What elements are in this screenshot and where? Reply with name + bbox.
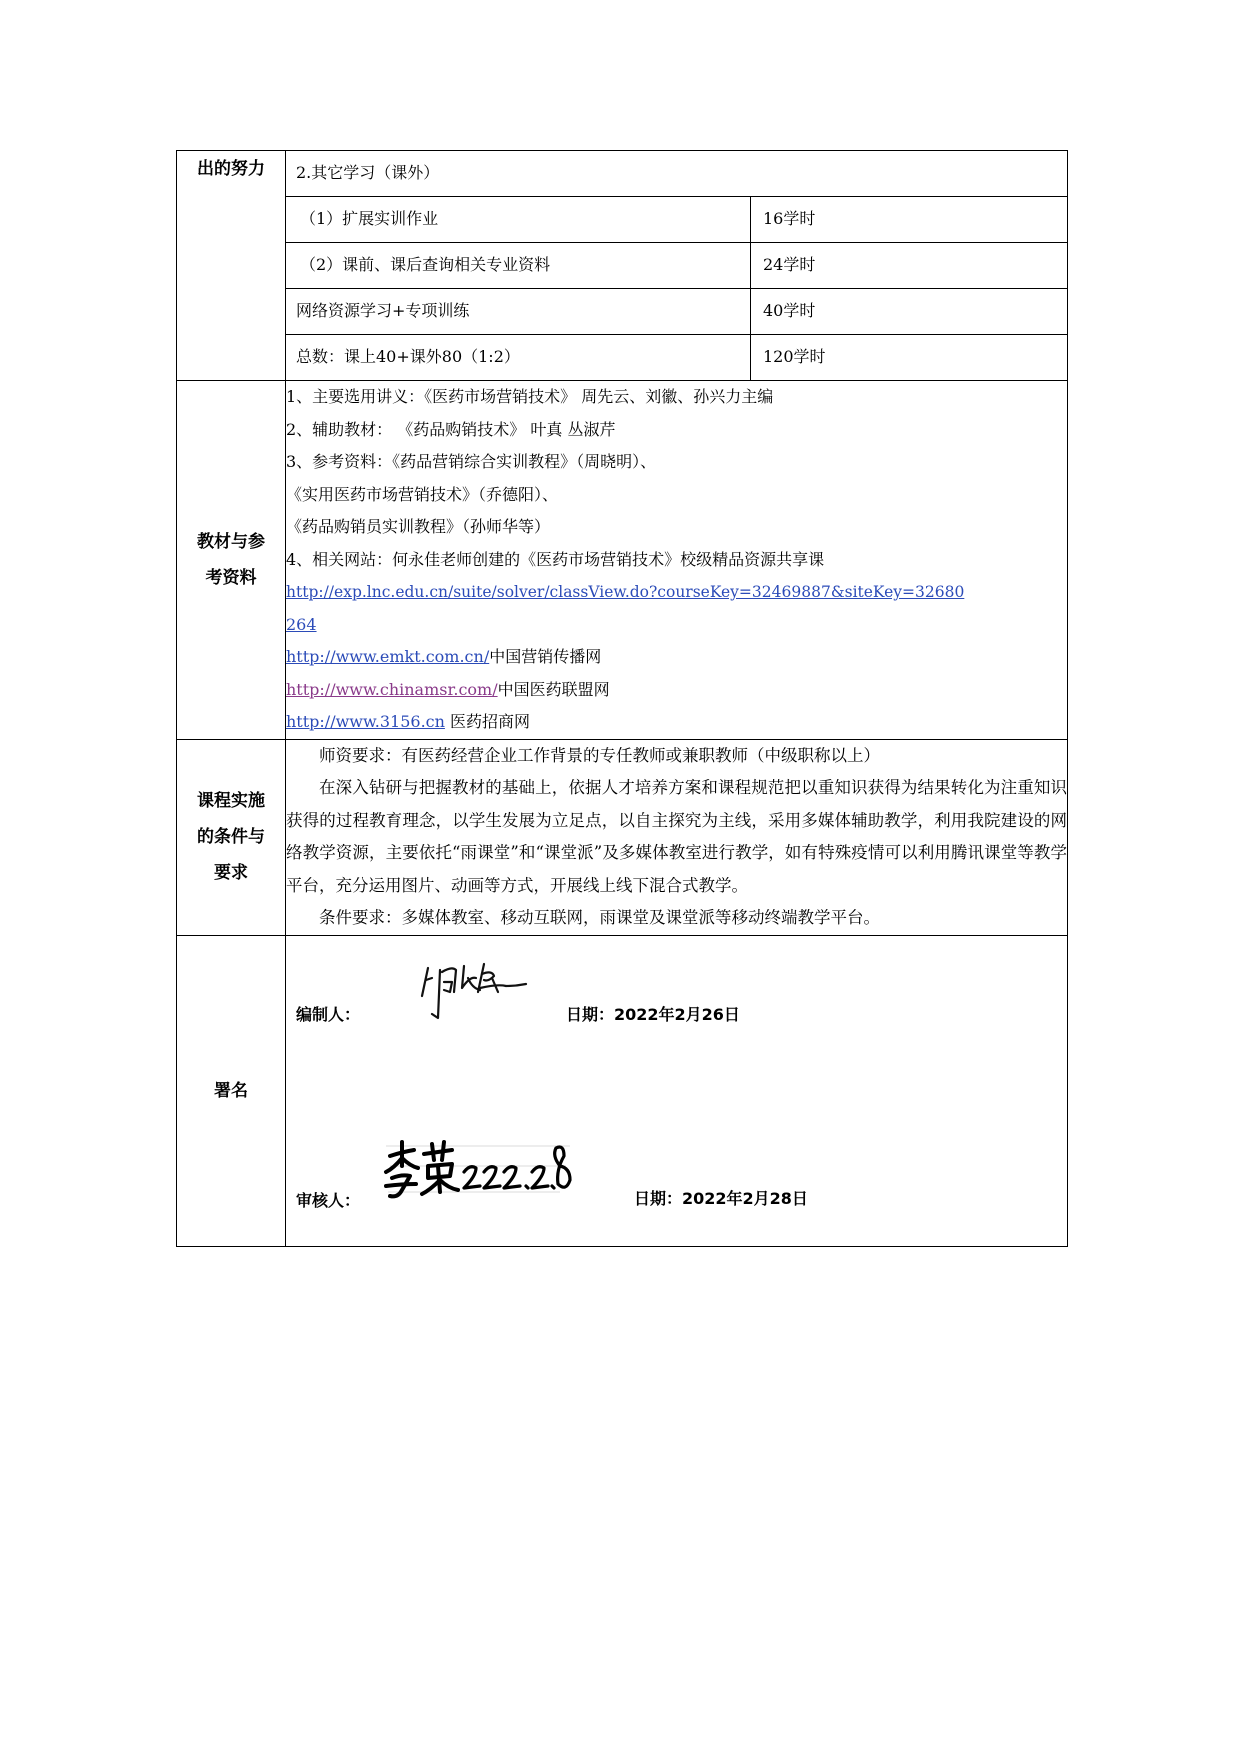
- course-link[interactable]: [286, 576, 1067, 609]
- teacher-requirement: 师资要求：有医药经营企业工作背景的专任教师或兼职教师（中级职称以上）: [319, 745, 880, 765]
- conditions-content: [286, 739, 1068, 935]
- effort-item: 总数：课上40+课外80（1:2）: [286, 335, 751, 380]
- reviewer-signature: [380, 1136, 580, 1212]
- effort-item: 网络资源学习+专项训练: [286, 289, 751, 334]
- 3156-link[interactable]: http://www.3156.cn: [286, 712, 445, 731]
- effort-heading: 2.其它学习（课外）: [296, 163, 440, 182]
- effort-item: （2）课前、课后查询相关专业资料: [286, 243, 751, 288]
- condition-requirement: 条件要求：多媒体教室、移动互联网，雨课堂及课堂派等移动终端教学平台。: [319, 908, 880, 927]
- effort-row: [286, 334, 1067, 380]
- emkt-site-name: 中国营销传播网: [489, 647, 602, 666]
- signature-section: [177, 935, 1068, 1246]
- effort-row: [286, 242, 1067, 288]
- teaching-approach: 在深入钻研与把握教材的基础上，依据人才培养方案和课程规范把以重知识获得为结果转化为注重知识获得的过程教育理念，以学生发展为立足点，以自主探究为主线，采用多媒体辅助教学，利用我院建设的网络教学资源，主要依托“雨课堂”和“课堂派”及多媒体教室进行教学，如有特殊疫情可以利用腾讯课堂等教学平台，充分运用图片、动画等方式，开展线上线下混合式教学。: [286, 778, 1067, 895]
- course-link-part1[interactable]: http://exp.lnc.edu.cn/suite/solver/classView.do?courseKey=32469887&siteKey=32680: [286, 583, 965, 601]
- chinamsr-link[interactable]: http://www.chinamsr.com/: [286, 679, 498, 699]
- materials-line: 1、主要选用讲义：《医药市场营销技术》 周先云、刘徽、孙兴力主编: [286, 387, 774, 406]
- effort-row: [286, 288, 1067, 334]
- materials-line: 《实用医药市场营销技术》（乔德阳）、: [286, 484, 559, 504]
- effort-hours: 16学时: [763, 209, 816, 228]
- effort-hours: 120学时: [763, 347, 826, 366]
- materials-label: 教材与参 考资料: [177, 381, 286, 740]
- compiler-label: 编制人：: [296, 1004, 361, 1024]
- conditions-section: [177, 739, 1068, 935]
- reviewer-date: 日期：2022年2月28日: [634, 1188, 808, 1208]
- 3156-site-name: 医药招商网: [444, 712, 531, 731]
- effort-label: 出的努力: [177, 151, 286, 381]
- course-link-part2[interactable]: 264: [286, 614, 317, 634]
- conditions-label: 课程实施 的条件与 要求: [177, 739, 286, 935]
- effort-row: [286, 196, 1067, 242]
- materials-content: [286, 381, 1068, 740]
- materials-section: [177, 381, 1068, 740]
- effort-content: [286, 151, 1068, 381]
- chinamsr-site-name: 中国医药联盟网: [497, 679, 610, 699]
- effort-hours: 40学时: [763, 301, 816, 320]
- reviewer-label: 审核人：: [296, 1190, 361, 1210]
- course-table: [176, 150, 1068, 1247]
- materials-line: 《药品购销员实训教程》（孙师华等）: [286, 517, 551, 536]
- signature-content: [286, 935, 1068, 1246]
- compiler-signature: [418, 948, 538, 1026]
- signature-label: 署名: [177, 935, 286, 1246]
- effort-item: （1）扩展实训作业: [286, 197, 751, 242]
- effort-hours: 24学时: [763, 255, 816, 274]
- materials-line: 2、辅助教材： 《药品购销技术》 叶真 丛淑芹: [286, 419, 616, 439]
- effort-section: [177, 151, 1068, 381]
- compiler-date: 日期：2022年2月26日: [566, 1004, 740, 1024]
- materials-line: 3、参考资料：《药品营销综合实训教程》（周晓明）、: [286, 452, 657, 471]
- emkt-link[interactable]: http://www.emkt.com.cn/: [286, 647, 490, 666]
- materials-line: 4、相关网站：何永佳老师创建的《医药市场营销技术》校级精品资源共享课: [286, 549, 825, 569]
